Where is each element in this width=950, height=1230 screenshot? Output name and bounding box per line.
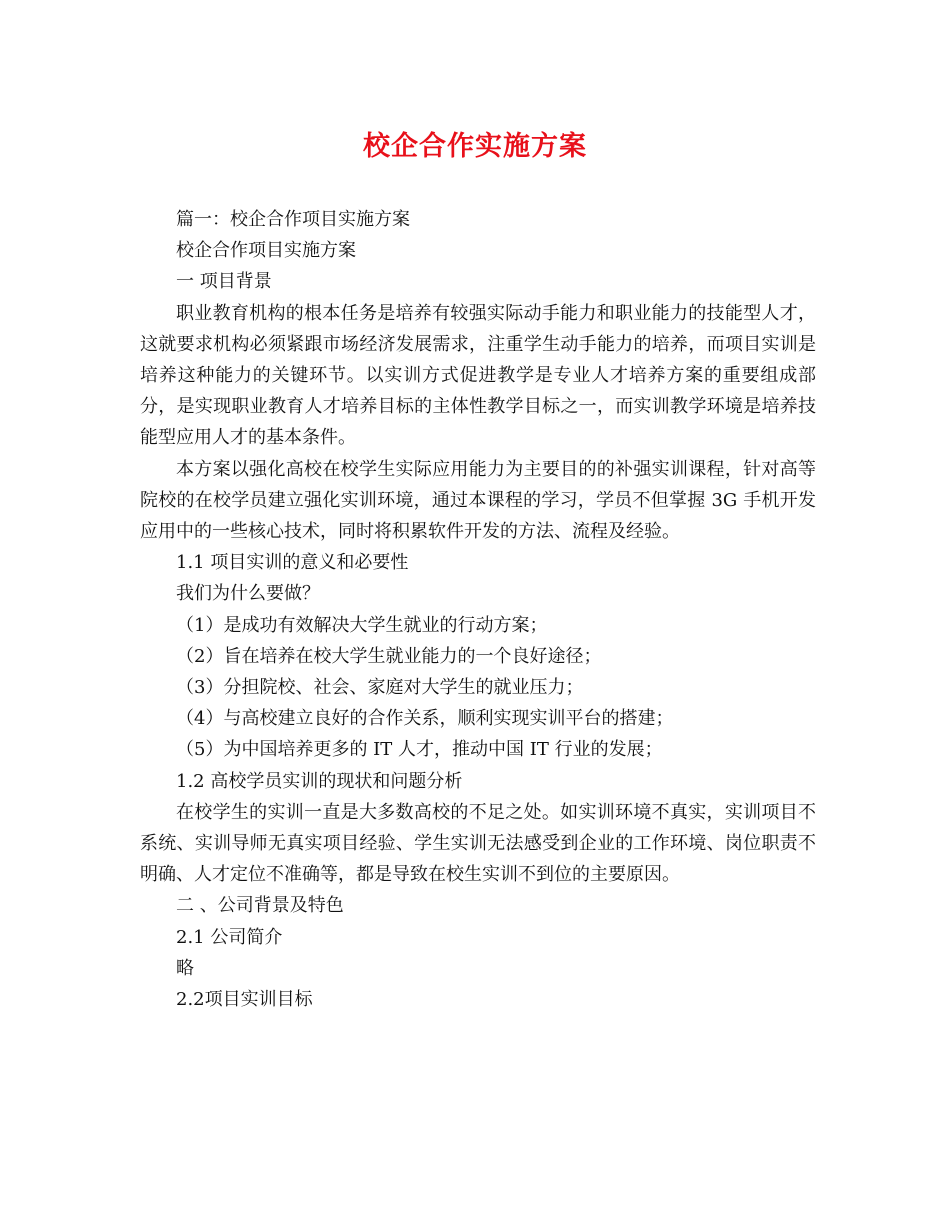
list-item: （4）与高校建立良好的合作关系，顺利实现实训平台的搭建； [176,708,674,730]
list-item: （1）是成功有效解决大学生就业的行动方案； [176,614,548,636]
section-heading-1-2: 1.2 高校学员实训的现状和问题分析 [176,770,463,792]
document-title: 校企合作实施方案 [363,131,587,162]
list-item: （3）分担院校、社会、家庭对大学生的就业压力； [176,677,584,699]
body-paragraph: 在校学生的实训一直是大多数高校的不足之处。如实训环境不真实，实训项目不系统、实训导师无真实项目经验、学生实训无法感受到企业的工作环境、岗位职责不明确、人才定位不准确等，都是导致在校生实训不到位的主要原因。 [140,801,816,886]
list-item: （2）旨在培养在校大学生就业能力的一个良好途径； [176,645,602,667]
document-body [140,204,816,1015]
body-paragraph: 职业教育机构的根本任务是培养有较强实际动手能力和职业能力的技能型人才，这就要求机构必须紧跟市场经济发展需求，注重学生动手能力的培养，而项目实训是培养这种能力的关键环节。以实训方式促进教学是专业人才培养方案的重要组成部分，是实现职业教育人才培养目标的主体性教学目标之一，而实训教学环境是培养技能型应用人才的基本条件。 [140,302,816,449]
section-heading-company: 二 、公司背景及特色 [176,895,344,917]
question-line: 我们为什么要做？ [176,583,320,605]
list-item: （5）为中国培养更多的 IT 人才，推动中国 IT 行业的发展； [176,739,663,761]
section-heading-background: 一 项目背景 [176,271,272,293]
section-heading-1-1: 1.1 项目实训的意义和必要性 [176,552,409,574]
body-paragraph: 本方案以强化高校在校学生实际应用能力为主要目的的补强实训课程，针对高等院校的在校学员建立强化实训环境，通过本课程的学习，学员不但掌握 3G 手机开发应用中的一些核心技术，同时将积累软件开发的方法、流程及经验。 [140,458,816,543]
section-heading-2-2: 2.2项目实训目标 [176,989,313,1011]
subtitle-line: 校企合作项目实施方案 [176,240,356,262]
body-line: 略 [176,957,194,979]
section-heading-2-1: 2.1 公司简介 [176,926,283,948]
section-heading-part-one: 篇一：校企合作项目实施方案 [176,209,410,230]
